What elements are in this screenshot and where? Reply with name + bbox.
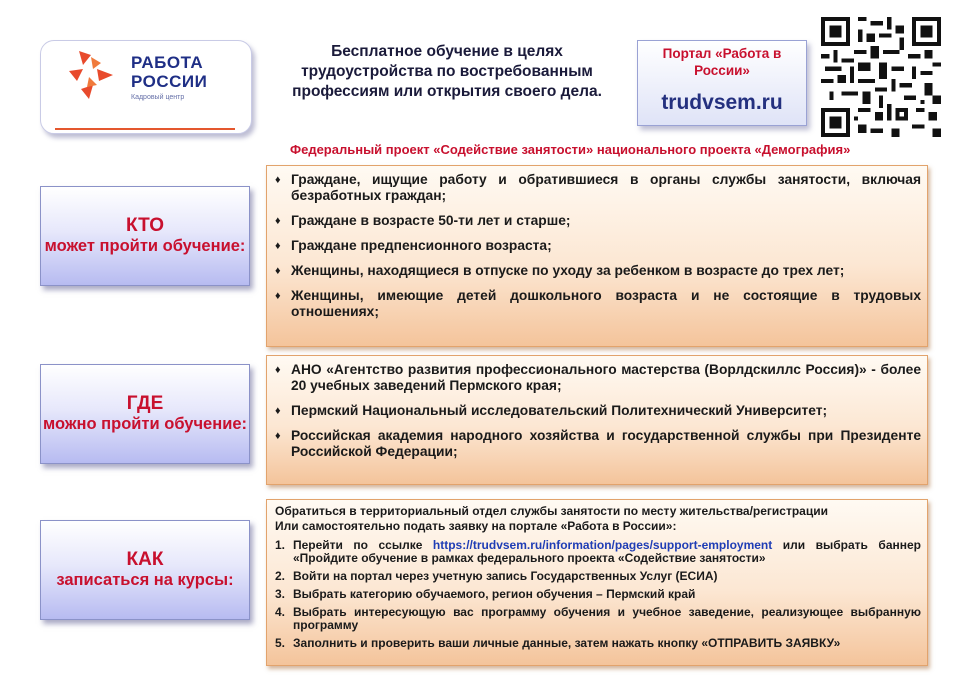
how-title: КАК	[126, 549, 164, 570]
list-item: ♦ Граждане предпенсионного возраста;	[275, 238, 552, 253]
diamond-bullet-icon: ♦	[275, 240, 281, 252]
list-item: ♦ Женщины, находящиеся в отпуске по уходу за ребенком в возрасте до трех лет;	[275, 263, 845, 278]
logo-line1: РАБОТА	[131, 53, 204, 72]
diamond-bullet-icon: ♦	[275, 405, 281, 417]
step-item: 3. Выбрать категорию обучаемого, регион обучения – Пермский край	[275, 587, 696, 601]
diamond-bullet-icon: ♦	[275, 215, 281, 227]
where-title: ГДЕ	[126, 393, 164, 414]
who-label-box	[40, 186, 250, 286]
where-panel	[266, 355, 928, 485]
how-label-box	[40, 520, 250, 620]
step-item: 5. Заполнить и проверить ваши личные данные, затем нажать кнопку «ОТПРАВИТЬ ЗАЯВКУ»	[275, 636, 841, 650]
how-intro-2: Или самостоятельно подать заявку на портале «Работа в России»:	[275, 519, 677, 533]
where-subtitle: можно пройти обучение:	[42, 415, 248, 433]
portal-title: Портал «Работа в России»	[662, 46, 782, 78]
logo-card	[40, 40, 252, 134]
how-panel	[266, 499, 928, 666]
list-item: ♦ АНО «Агентство развития профессионального мастерства (Ворлдскиллс Россия)» - более 20 учебных заведений Пермского края;	[275, 362, 921, 393]
how-intro-1: Обратиться в территориальный отдел службы занятости по месту жительства/регистрации	[275, 504, 828, 518]
who-panel	[266, 165, 928, 347]
who-title: КТО	[126, 215, 164, 236]
list-item: ♦ Граждане, ищущие работу и обратившиеся в органы службы занятости, включая безработных граждан;	[275, 172, 921, 203]
list-item: ♦ Пермский Национальный исследовательский Политехнический Университет;	[275, 403, 828, 418]
portal-url-link[interactable]: trudvsem.ru	[661, 91, 783, 114]
diamond-bullet-icon: ♦	[275, 174, 281, 186]
qr-code-icon[interactable]	[821, 17, 941, 137]
rabota-rossii-logo-icon	[67, 49, 119, 103]
diamond-bullet-icon: ♦	[275, 430, 281, 442]
step-item: 4. Выбрать интересующую вас программу обучения и учебное заведение, реализующее выбранную программу	[275, 605, 921, 632]
where-label-box	[40, 364, 250, 464]
diamond-bullet-icon: ♦	[275, 364, 281, 376]
logo-line2: РОССИИ	[131, 72, 208, 91]
headline: Бесплатное обучение в целях трудоустройства по востребованным профессиям или открытия своего дела.	[292, 43, 602, 100]
who-subtitle: может пройти обучение:	[44, 237, 246, 255]
diamond-bullet-icon: ♦	[275, 290, 281, 302]
list-item: ♦ Женщины, имеющие детей дошкольного возраста и не состоящие в трудовых отношениях;	[275, 288, 921, 319]
step-item: 2. Войти на портал через учетную запись Государственных Услуг (ЕСИА)	[275, 569, 718, 583]
step-item: 1. Перейти по ссылке https://trudvsem.ru/information/pages/support-employment или выбрать баннер «Пройдите обучение в рамках федерального проекта «Содействие занятости»	[275, 538, 921, 565]
support-employment-link[interactable]: https://trudvsem.ru/information/pages/support-employment	[432, 538, 773, 552]
portal-box[interactable]	[637, 40, 807, 126]
logo-underline	[55, 128, 235, 130]
logo-subtitle: Кадровый центр	[131, 94, 185, 101]
federal-project-line: Федеральный проект «Содействие занятости» национального проекта «Демография»	[290, 142, 851, 157]
diamond-bullet-icon: ♦	[275, 265, 281, 277]
list-item: ♦ Российская академия народного хозяйства и государственной службы при Президенте Российской Федерации;	[275, 428, 921, 459]
how-subtitle: записаться на курсы:	[56, 571, 234, 589]
list-item: ♦ Граждане в возрасте 50-ти лет и старше;	[275, 213, 571, 228]
